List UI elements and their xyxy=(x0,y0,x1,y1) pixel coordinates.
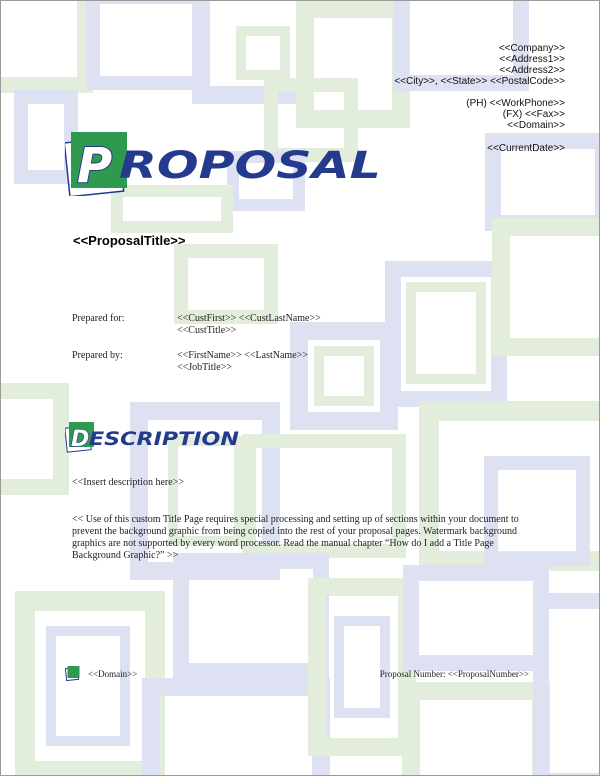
current-date: <<CurrentDate>> xyxy=(487,143,565,154)
description-heading-text: ESCRIPTION xyxy=(89,428,240,450)
proposal-logo-text: ROPOSAL xyxy=(119,144,381,187)
company-domain: <<Domain>> xyxy=(507,120,565,131)
page-content xyxy=(1,1,599,775)
footer-domain: <<Domain>> xyxy=(88,669,138,679)
prepared-by-name: <<FirstName>> <<LastName>> xyxy=(177,350,308,361)
svg-text:P: P xyxy=(77,138,113,194)
svg-text:D: D xyxy=(71,427,90,452)
company-contact-block xyxy=(394,43,565,154)
prepared-for-label: Prepared for: xyxy=(72,313,125,324)
prepared-for-title: <<CustTitle>> xyxy=(177,325,237,336)
prepared-by-label: Prepared by: xyxy=(72,350,123,361)
proposal-logo xyxy=(65,130,387,196)
company-name: <<Company>> xyxy=(498,43,565,54)
work-phone: (PH) <<WorkPhone>> xyxy=(466,98,565,109)
city-state-postal: <<City>>, <<State>> <<PostalCode>> xyxy=(394,76,565,87)
prepared-by-title: <<JobTitle>> xyxy=(177,362,232,373)
description-placeholder: <<Insert description here>> xyxy=(72,477,184,488)
address-line-2: <<Address2>> xyxy=(499,65,565,76)
description-heading xyxy=(65,419,245,455)
fax-number: (FX) <<Fax>> xyxy=(502,109,565,120)
footer-emblem-icon xyxy=(65,665,81,681)
prepared-for-name: <<CustFirst>> <<CustLastName>> xyxy=(177,313,321,324)
title-page-instructions: << Use of this custom Title Page requires special processing and setting up of sections within your document to prevent the background graphic from being copied into the rest of your proposal pages. Watermark background graphics are not supported by every word processor. Read the manual chapter “How do I add a Title Page Background Graphic?” >> xyxy=(72,514,519,561)
proposal-title: <<ProposalTitle>> xyxy=(73,233,186,248)
address-line-1: <<Address1>> xyxy=(499,54,565,65)
footer-proposal-number: Proposal Number: <<ProposalNumber>> xyxy=(379,669,529,679)
